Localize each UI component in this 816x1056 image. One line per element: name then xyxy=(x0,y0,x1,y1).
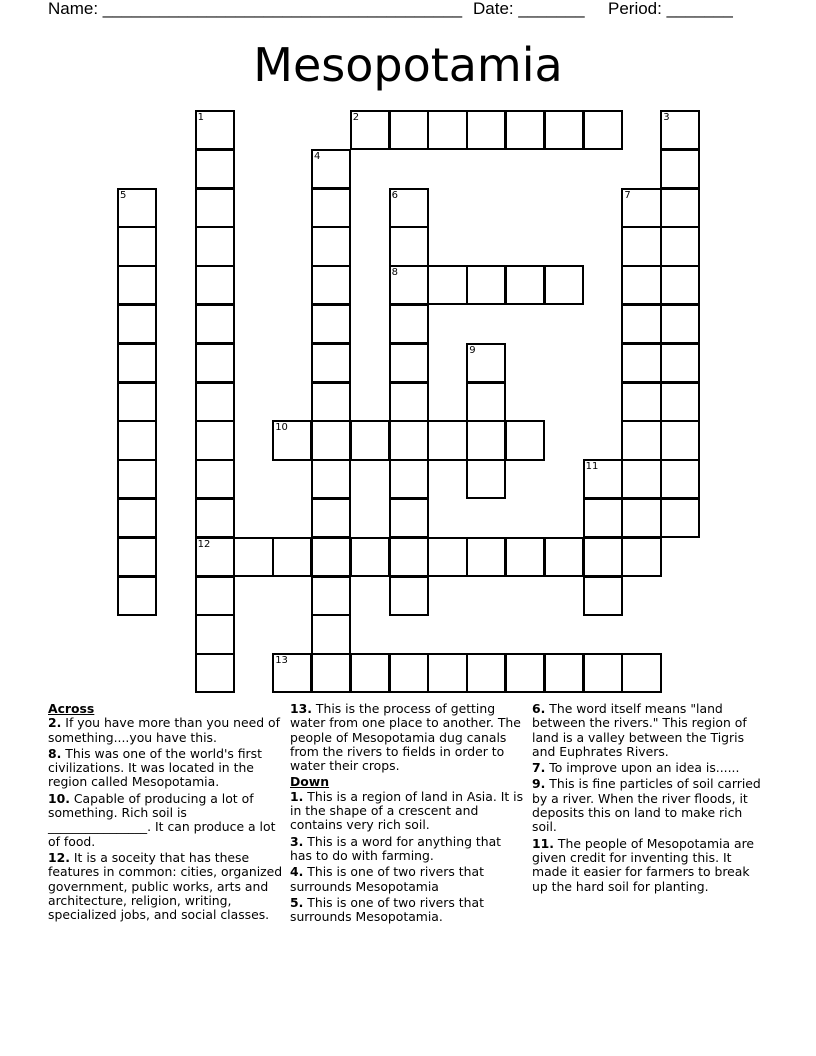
grid-cell[interactable] xyxy=(505,420,545,460)
grid-cell[interactable] xyxy=(389,226,429,266)
grid-cell[interactable] xyxy=(660,343,700,383)
grid-cell[interactable] xyxy=(195,343,235,383)
grid-cell[interactable] xyxy=(466,653,506,693)
clue-down-1 xyxy=(290,790,526,833)
clue-number: 11. xyxy=(532,835,554,851)
grid-cell[interactable] xyxy=(389,459,429,499)
grid-cell[interactable] xyxy=(311,459,351,499)
across-heading: Across xyxy=(48,701,95,716)
clue-across-10 xyxy=(48,792,284,849)
clue-text: Capable of producing a lot of something. Rich soil is ________________. It can produce a lot of food. xyxy=(48,790,276,849)
grid-cell[interactable] xyxy=(117,576,157,616)
clue-text: To improve upon an idea is...... xyxy=(549,760,740,776)
clue-number: 9. xyxy=(532,776,546,792)
grid-cell[interactable] xyxy=(311,498,351,538)
grid-cell[interactable] xyxy=(195,226,235,266)
clues-column-1 xyxy=(48,702,284,924)
clue-text: This is a word for anything that has to do with farming. xyxy=(290,833,502,863)
grid-cell[interactable] xyxy=(621,459,661,499)
grid-cell[interactable] xyxy=(544,265,584,305)
grid-cell[interactable] xyxy=(311,614,351,654)
grid-cell[interactable] xyxy=(311,304,351,344)
grid-cell[interactable] xyxy=(311,576,351,616)
clue-number: 7. xyxy=(532,760,546,776)
grid-cell[interactable] xyxy=(389,343,429,383)
grid-cell[interactable] xyxy=(583,110,623,150)
clue-across-8 xyxy=(48,747,284,790)
grid-cell[interactable] xyxy=(117,459,157,499)
grid-cell[interactable] xyxy=(195,576,235,616)
clue-text: The people of Mesopotamia are given credit for inventing this. It made it easier for farmers to break up the hard soil for planting. xyxy=(532,835,755,894)
grid-cell[interactable] xyxy=(621,304,661,344)
grid-cell[interactable] xyxy=(583,576,623,616)
grid-cell[interactable] xyxy=(311,188,351,228)
grid-cell[interactable] xyxy=(621,226,661,266)
clue-across-12 xyxy=(48,851,284,922)
grid-cell[interactable] xyxy=(583,537,623,577)
grid-cell[interactable] xyxy=(427,110,467,150)
grid-cell[interactable] xyxy=(466,265,506,305)
clue-down-9 xyxy=(532,777,768,834)
clue-number: 5. xyxy=(290,894,304,910)
clue-number-label: 1 xyxy=(197,112,204,123)
clue-number: 8. xyxy=(48,745,62,761)
clues-column-2 xyxy=(290,702,526,926)
clue-number-label: 2 xyxy=(352,112,360,123)
clue-text: This is a region of land in Asia. It is in the shape of a crescent and contains very rich soil. xyxy=(290,788,524,833)
clue-number-label: 12 xyxy=(197,538,211,550)
grid-cell[interactable] xyxy=(427,653,467,693)
clue-text: This is fine particles of soil carried by a river. When the river floods, it deposits this on land to make rich soil. xyxy=(532,776,761,835)
grid-cell[interactable] xyxy=(350,420,390,460)
grid-cell[interactable] xyxy=(117,382,157,422)
clue-number: 4. xyxy=(290,864,304,880)
grid-cell[interactable] xyxy=(621,382,661,422)
grid-cell[interactable] xyxy=(350,653,390,693)
clue-number-label: 5 xyxy=(120,189,127,201)
grid-cell[interactable] xyxy=(311,382,351,422)
grid-cell[interactable] xyxy=(544,537,584,577)
grid-cell[interactable] xyxy=(389,420,429,460)
clue-text: This was one of the world's first civilizations. It was located in the region called Mesopotamia. xyxy=(48,745,262,790)
grid-cell[interactable] xyxy=(195,265,235,305)
grid-cell[interactable] xyxy=(621,343,661,383)
grid-cell[interactable] xyxy=(427,420,467,460)
clue-number-label: 13 xyxy=(275,655,288,667)
clue-down-7 xyxy=(532,761,768,775)
grid-cell[interactable] xyxy=(311,653,351,693)
clue-number: 13. xyxy=(290,701,312,716)
grid-cell[interactable] xyxy=(311,226,351,266)
grid-cell[interactable] xyxy=(466,537,506,577)
clue-number: 2. xyxy=(48,715,62,731)
grid-cell[interactable] xyxy=(195,420,235,460)
grid-cell[interactable] xyxy=(389,110,429,150)
grid-cell[interactable] xyxy=(621,498,661,538)
grid-cell[interactable] xyxy=(660,226,700,266)
clue-number-label: 8 xyxy=(391,267,398,279)
grid-cell[interactable] xyxy=(505,653,545,693)
clue-down-4 xyxy=(290,865,526,894)
grid-cell[interactable] xyxy=(544,653,584,693)
clue-number-label: 11 xyxy=(585,461,599,473)
grid-cell[interactable] xyxy=(311,420,351,460)
grid-cell[interactable] xyxy=(621,537,661,577)
clues-column-3 xyxy=(532,702,768,896)
grid-cell[interactable] xyxy=(660,459,700,499)
grid-cell[interactable] xyxy=(117,226,157,266)
name-line: Name: ______________________________________ xyxy=(48,0,463,18)
clue-text: If you have more than you need of something....you have this. xyxy=(48,715,280,745)
grid-cell[interactable] xyxy=(466,110,506,150)
grid-cell[interactable] xyxy=(466,459,506,499)
grid-cell[interactable] xyxy=(660,304,700,344)
clue-across-13 xyxy=(290,702,526,773)
grid-cell[interactable] xyxy=(195,188,235,228)
grid-cell[interactable] xyxy=(427,537,467,577)
grid-cell[interactable] xyxy=(195,614,235,654)
grid-cell[interactable] xyxy=(621,653,661,693)
grid-cell[interactable] xyxy=(389,498,429,538)
clue-number-label: 10 xyxy=(275,422,288,434)
clue-number: 3. xyxy=(290,833,304,849)
grid-cell[interactable] xyxy=(389,653,429,693)
clue-number: 10. xyxy=(48,790,70,806)
grid-cell[interactable] xyxy=(660,188,700,228)
grid-cell[interactable] xyxy=(505,110,545,150)
page-title: Mesopotamia xyxy=(253,38,563,92)
clue-number-label: 6 xyxy=(391,189,398,201)
grid-cell[interactable] xyxy=(621,265,661,305)
grid-cell[interactable] xyxy=(583,498,623,538)
period-line: Period: _______ xyxy=(608,0,733,18)
down-heading: Down xyxy=(290,774,330,790)
clue-text: This is the process of getting water from one place to another. The people of Mesopotamia dug canals from the rivers to fields in order to water their crops. xyxy=(290,701,521,774)
clue-text: This is one of two rivers that surrounds Mesopotamia. xyxy=(290,894,484,925)
grid-cell[interactable] xyxy=(389,382,429,422)
clue-across-2 xyxy=(48,716,284,745)
grid-cell[interactable] xyxy=(389,576,429,616)
grid-cell[interactable] xyxy=(195,304,235,344)
grid-cell[interactable] xyxy=(505,265,545,305)
clue-number-label: 7 xyxy=(624,189,631,201)
grid-cell[interactable] xyxy=(389,537,429,577)
grid-cell[interactable] xyxy=(660,420,700,460)
grid-cell[interactable] xyxy=(466,420,506,460)
clue-down-5 xyxy=(290,896,526,925)
grid-cell[interactable] xyxy=(389,304,429,344)
date-line: Date: _______ xyxy=(473,0,585,18)
grid-cell[interactable] xyxy=(350,537,390,577)
grid-cell[interactable] xyxy=(117,420,157,460)
grid-cell[interactable] xyxy=(195,382,235,422)
clue-text: This is one of two rivers that surrounds Mesopotamia xyxy=(290,864,484,894)
grid-cell[interactable] xyxy=(117,343,157,383)
clue-number: 6. xyxy=(532,701,546,716)
grid-cell[interactable] xyxy=(311,343,351,383)
clue-number: 1. xyxy=(290,788,304,804)
clue-number-label: 4 xyxy=(314,150,321,162)
grid-cell[interactable] xyxy=(195,149,235,189)
grid-cell[interactable] xyxy=(505,537,545,577)
grid-cell[interactable] xyxy=(117,265,157,305)
grid-cell[interactable] xyxy=(427,265,467,305)
grid-cell[interactable] xyxy=(195,653,235,693)
grid-cell[interactable] xyxy=(195,459,235,499)
grid-cell[interactable] xyxy=(117,537,157,577)
grid-cell[interactable] xyxy=(466,382,506,422)
grid-cell[interactable] xyxy=(660,498,700,538)
grid-cell[interactable] xyxy=(544,110,584,150)
clue-number-label: 3 xyxy=(663,112,670,123)
grid-cell[interactable] xyxy=(117,304,157,344)
clue-number: 12. xyxy=(48,849,70,865)
grid-cell[interactable] xyxy=(660,265,700,305)
clue-down-11 xyxy=(532,837,768,894)
grid-cell[interactable] xyxy=(272,537,312,577)
grid-cell[interactable] xyxy=(311,537,351,577)
grid-cell[interactable] xyxy=(621,420,661,460)
clue-down-3 xyxy=(290,835,526,864)
grid-cell[interactable] xyxy=(660,382,700,422)
grid-cell[interactable] xyxy=(660,149,700,189)
grid-cell[interactable] xyxy=(233,537,273,577)
grid-cell[interactable] xyxy=(117,498,157,538)
clue-text: The word itself means "land between the rivers." This region of land is a valley between the Tigris and Euphrates Rivers. xyxy=(532,701,747,759)
grid-cell[interactable] xyxy=(311,265,351,305)
clue-number-label: 9 xyxy=(469,344,476,356)
grid-cell[interactable] xyxy=(195,498,235,538)
grid-cell[interactable] xyxy=(583,653,623,693)
clue-down-6 xyxy=(532,702,768,759)
clue-text: It is a soceity that has these features in common: cities, organized government, public works, arts and architecture, religion, writing, specialized jobs, and social classes. xyxy=(48,849,283,923)
